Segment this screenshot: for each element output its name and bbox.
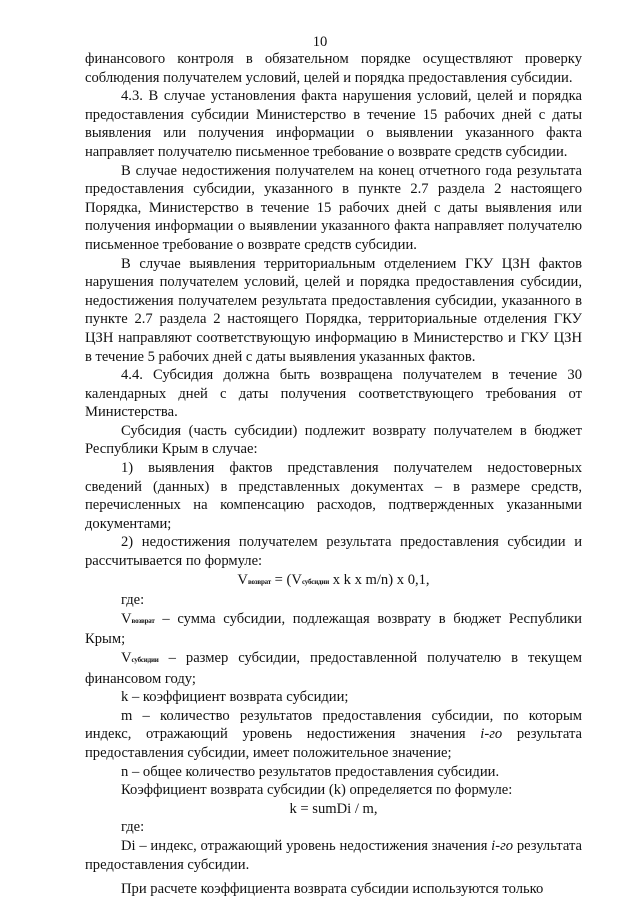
paragraph-4-4: 4.4. Субсидия должна быть возвращена получателем в течение 30 календарных дней с даты получения соответствующего требования от Министерства.: [85, 367, 582, 421]
definition-v-return: [85, 610, 582, 649]
formula-tail: x k x m/n) x 0,1,: [329, 571, 430, 588]
paragraph: При расчете коэффициента возврата субсидии используются только: [121, 881, 544, 898]
formula-v: V: [237, 571, 248, 588]
definition-k: k – коэффициент возврата субсидии;: [121, 689, 349, 706]
definition-text: результата предоставления субсидии.: [85, 837, 582, 873]
body-text: [85, 50, 582, 899]
definition-text: результата предоставления субсидии, имеет положительное значение;: [85, 726, 582, 761]
paragraph: Субсидия (часть субсидии) подлежит возврату получателем в бюджет Республики Крым в случае:: [85, 422, 582, 458]
where-label: где:: [121, 819, 145, 836]
definition-text: – размер субсидии, предоставленной получателю в текущем финансовом году;: [85, 650, 582, 687]
definition-m: [85, 707, 582, 763]
definition-n: n – общее количество результатов предоставления субсидии.: [121, 763, 500, 780]
definition-text: Di – индекс, отражающий уровень недостижения значения: [121, 837, 488, 854]
paragraph: В случае выявления территориальным отделением ГКУ ЦЗН фактов нарушения получателем условий, целей и порядка предоставления субсидии, недостижения получателем результата предоставления субсидии, указанного в пункте 2.7 раздела 2 настоящего Порядка, территориальные отделения ГКУ ЦЗН направляют соответствующую информацию в Министерство и ГКУ ЦЗН в течение 5 рабочих дней с даты выявления указанных фактов.: [85, 255, 582, 365]
formula-eq: = (V: [271, 571, 302, 588]
symbol-sub-return: возврат: [131, 616, 155, 625]
symbol-sub-subsidy: субсидии: [131, 656, 159, 664]
paragraph: Коэффициент возврата субсидии (k) определяется по формуле:: [121, 782, 513, 799]
formula-sub-return: возврат: [247, 577, 272, 586]
formula-sub-subsidy: субсидии: [301, 577, 330, 586]
symbol-i-go: i-го: [491, 837, 514, 854]
definition-di: [85, 837, 582, 874]
page-number: 10: [312, 34, 328, 50]
symbol-v: V: [121, 610, 132, 627]
list-item: 1) выявления фактов представления получателем недостоверных сведений (данных) в представленных документах – в размере средств, перечисленных на компенсацию расходов, подтвержденных указанными документами;: [85, 460, 582, 532]
paragraph: В случае недостижения получателем на конец отчетного года результата предоставления субсидии, указанного в пункте 2.7 раздела 2 настоящего Порядка, Министерство в течение 15 рабочих дней с даты выявления или получения информации о выявлении указанного факта направляет получателю письменное требование о возврате средств субсидии.: [85, 162, 582, 253]
list-item: 2) недостижения получателем результата предоставления субсидии и рассчитывается по формуле:: [85, 534, 582, 570]
symbol-v: V: [121, 650, 132, 666]
definition-text: – сумма субсидии, подлежащая возврату в бюджет Республики Крым;: [85, 610, 582, 648]
definition-text: m – количество результатов предоставления субсидии, по которым индекс, отражающий уровень недостижения значения: [85, 707, 582, 743]
paragraph: финансового контроля в обязательном порядке осуществляют проверку соблюдения получателем условий, целей и порядка предоставления субсидии.: [85, 51, 582, 86]
where-label: где:: [121, 592, 145, 609]
formula-k: k = sumDi / m,: [289, 800, 378, 817]
definition-v-subsidy: [85, 649, 582, 688]
formula-return: [85, 571, 582, 592]
paragraph-4-3: 4.3. В случае установления факта нарушения условий, целей и порядка предоставления субсидии Министерство в течение 15 рабочих дней с даты выявления или получения информации о выявлении указанного факта направляет получателю письменное требование о возврате средств субсидии.: [85, 88, 582, 160]
symbol-i-go: i-го: [480, 726, 503, 743]
